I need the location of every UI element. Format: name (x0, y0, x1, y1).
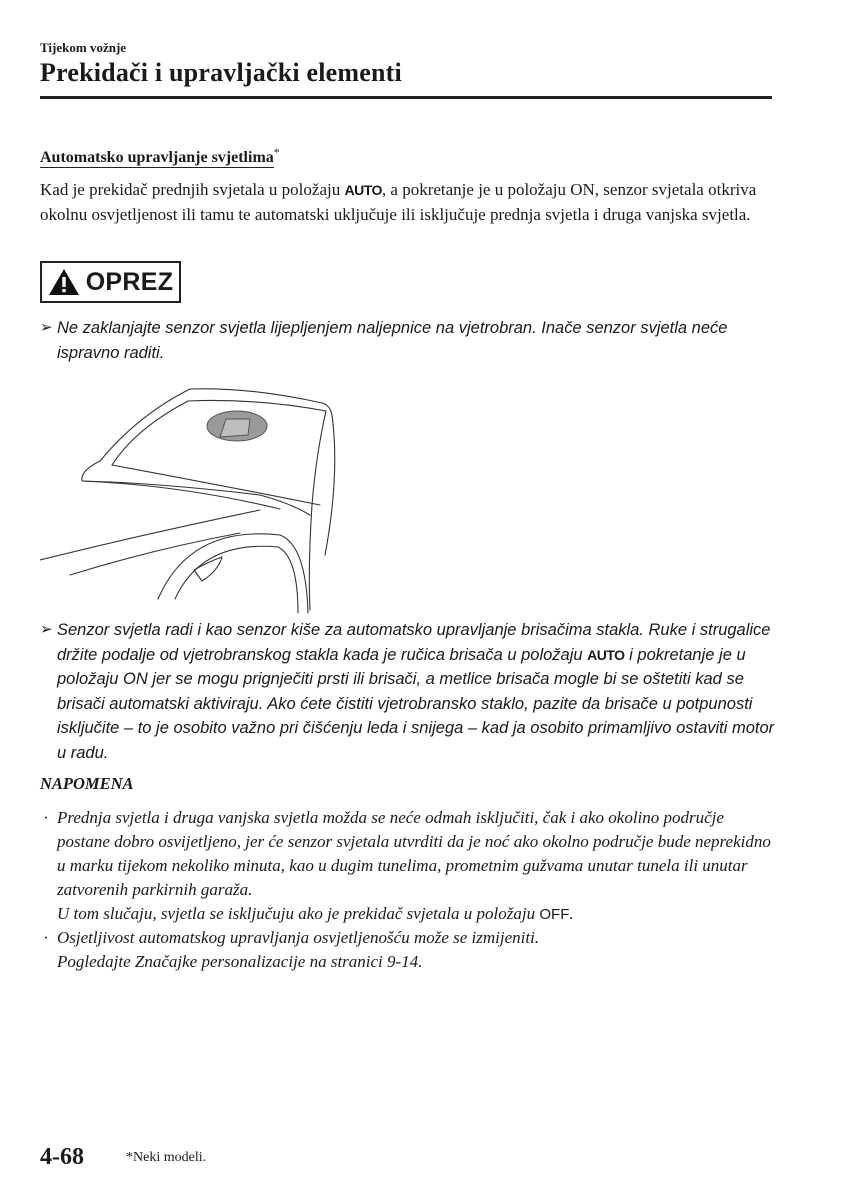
bullet-text-1: Senzor svjetla radi i kao senzor kiše za automatsko upravljanje brisačima stakla. Ruke i strugalice držite podalje od vjetrobranskog stakla kada je ručica brisača u položaju (57, 621, 771, 664)
note-item (40, 806, 780, 927)
caution-box (40, 261, 181, 303)
off-label: OFF (539, 906, 570, 923)
note-dot: · (43, 928, 49, 947)
roof-inner-line (188, 400, 326, 411)
a-pillar (100, 389, 190, 461)
windshield-left-edge (112, 401, 188, 465)
bullet-text: Ne zaklanjajte senzor svjetla lijepljenjem naljepnice na vjetrobran. Inače senzor svjetla neće ispravno raditi. (57, 319, 728, 362)
subsection-heading (40, 145, 280, 167)
note-dot: · (43, 808, 49, 827)
auto-label: AUTO (344, 182, 382, 198)
title-divider (40, 96, 772, 99)
hood-front (82, 461, 260, 495)
note-text-1: Prednja svjetla i druga vanjska svjetla možda se neće odmah isključiti, čak i ako okolino područje postane dobro osvijetljeno, jer će senzor svjetala utvrditi da je noć ako okolno područje bude neprekidno u marku tijekom nekoliko minuta, kao u dugim tunelima, prometnim gužvama unutar tunela ili unutar zatvorenih parkirnih garaža. (57, 808, 771, 899)
caution-label: OPREZ (85, 267, 174, 296)
intro-text-2: , a pokretanje je u položaju ON, senzor svjetala otkriva okolnu osvjetljenost ili tamu te automatski uključuje ili isključuje prednja svjetla i druga vanjska svjetla. (40, 180, 757, 224)
auto-label: AUTO (587, 646, 625, 663)
bullet-text-2: i pokretanje je u položaju ON jer se mogu prignječiti prsti ili brisači, a metlice brisača mogle bi se oštetiti kad se brisači automatski aktiviraju. Ako ćete čistiti vjetrobransko staklo, pazite da brisače u potpunosti isključite – to je osobito važno pri čišćenju leda i snijega – kad ja osobito primamljivo ostaviti motor u radu. (57, 645, 775, 762)
intro-paragraph (40, 178, 772, 227)
wheel-arch-inner (175, 546, 298, 613)
hood-crease (82, 481, 280, 509)
page-title: Prekidači i upravljački elementi (40, 58, 402, 87)
a-pillar-right (309, 411, 326, 610)
bullet-arrow-icon: ➢ (40, 319, 53, 336)
intro-text-1: Kad je prekidač prednjih svjetala u položaju (40, 180, 345, 199)
footnote: *Neki modeli. (126, 1150, 207, 1165)
note-heading: NAPOMENA (40, 774, 134, 793)
page-number: 4-68 (40, 1144, 84, 1170)
warning-triangle-icon (48, 268, 80, 296)
bullet-arrow-icon: ➢ (40, 621, 53, 638)
section-label: Tijekom vožnje (40, 40, 127, 55)
note-text-2: U tom slučaju, svjetla se isključuju ako je prekidač svjetala u položaju (57, 904, 540, 923)
windshield-sensor-illustration (40, 385, 340, 615)
note-text-3: . (569, 904, 574, 923)
note-text-1: Osjetljivost automatskog upravljanja osvjetljenošću može se izmijeniti. (57, 928, 540, 947)
model-asterisk: * (273, 145, 280, 159)
body-crease (70, 533, 240, 575)
caution-bullet (40, 618, 780, 765)
note-cross-reference: Pogledajte Značajke personalizacije na stranici 9-14. (57, 952, 423, 971)
door-edge (325, 415, 335, 555)
caution-bullet (40, 316, 780, 365)
subsection-title: Automatsko upravljanje svjetlima (40, 149, 274, 167)
note-item (40, 926, 780, 974)
